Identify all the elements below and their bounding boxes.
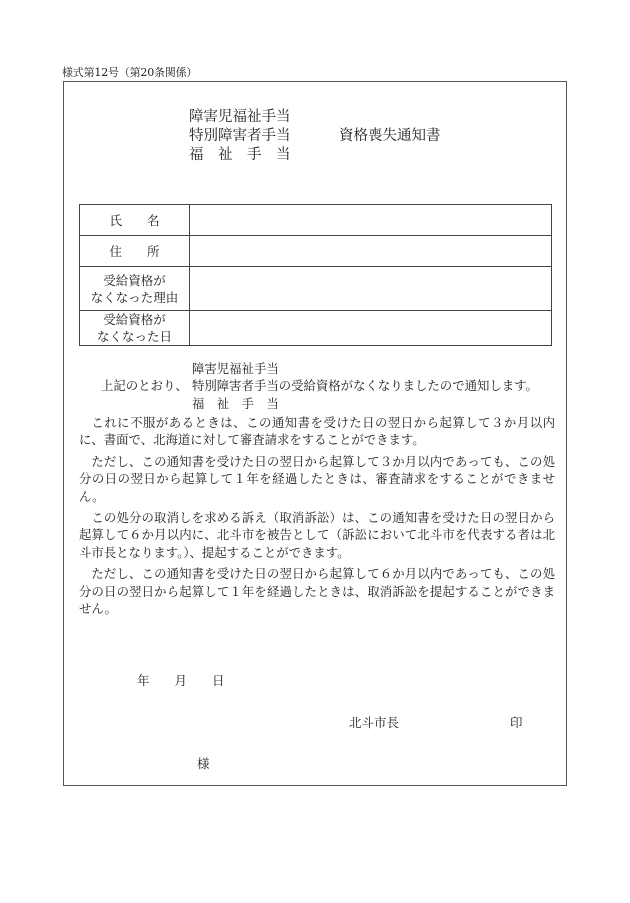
notice-kind-0: 障害児福祉手当 — [192, 361, 279, 376]
address-label: 住 所 — [80, 236, 190, 267]
title-kind-2: 福 祉 手 当 — [189, 147, 291, 163]
notice-kind-2: 福 祉 手 当 — [192, 395, 279, 411]
table-row — [80, 311, 552, 346]
form-number: 様式第12号（第20条関係） — [62, 66, 198, 79]
title-main: 資格喪失通知書 — [339, 128, 441, 144]
appeal-paragraph: これに不服があるときは、この通知書を受けた日の翌日から起算して３か月以内に、書面で、北海道に対して審査請求をすることができます。 — [79, 415, 555, 448]
reason-value[interactable] — [190, 267, 552, 311]
issuer-name: 北斗市長 — [349, 715, 400, 730]
notice-after: の受給資格がなくなりましたので通知します。 — [278, 378, 538, 394]
document-frame — [63, 81, 567, 786]
document-title — [189, 108, 441, 165]
date-lost-label: 受給資格が なくなった日 — [80, 311, 190, 346]
body-text — [79, 360, 555, 621]
lawsuit-paragraph: この処分の取消しを求める訴え（取消訴訟）は、この通知書を受けた日の翌日から起算して６か月以内に、北斗市を被告として（訴訟において北斗市を代表する者は北斗市長となります。）、提起することができます。 — [79, 510, 555, 560]
table-row — [80, 205, 552, 236]
seal-mark: 印 — [510, 715, 523, 730]
reason-label: 受給資格が なくなった理由 — [80, 267, 190, 311]
notice-kind-1: 特別障害者手当 — [192, 378, 279, 394]
appeal-limit-paragraph: ただし、この通知書を受けた日の翌日から起算して３か月以内であっても、この処分の日の翌日から起算して１年を経過したときは、審査請求をすることができません。 — [79, 453, 555, 504]
name-value[interactable] — [190, 205, 552, 236]
lawsuit-limit-paragraph: ただし、この通知書を受けた日の翌日から起算して６か月以内であっても、この処分の日の翌日から起算して１年を経過したときは、取消訴訟を提起することができません。 — [79, 566, 555, 617]
table-row — [80, 236, 552, 267]
title-kind-0: 障害児福祉手当 — [189, 109, 291, 125]
name-label: 氏 名 — [80, 205, 190, 236]
address-value[interactable] — [190, 236, 552, 267]
notice-before: 上記のとおり、 — [101, 378, 188, 394]
addressee-suffix: 様 — [197, 756, 210, 771]
date-lost-value[interactable] — [190, 311, 552, 346]
table-row — [80, 267, 552, 311]
title-kind-1: 特別障害者手当 — [189, 128, 291, 144]
info-table — [79, 204, 552, 346]
notice-sentence — [79, 360, 555, 414]
issue-date: 年 月 日 — [137, 673, 225, 688]
